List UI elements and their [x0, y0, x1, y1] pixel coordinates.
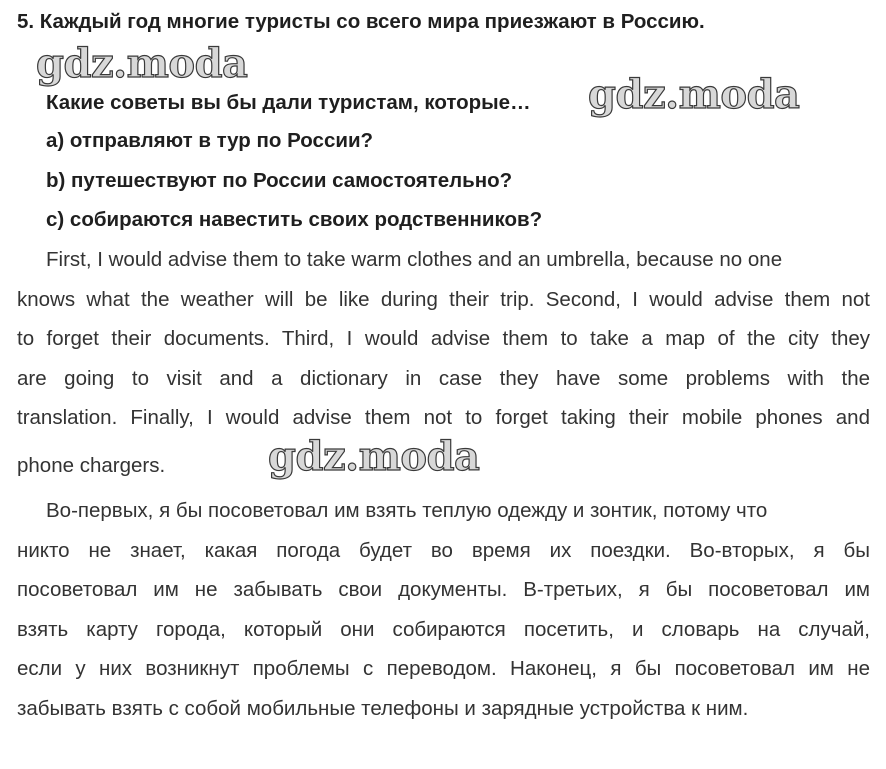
english-answer-line-4: are going to visit and a dictionary in case they have some problems with the — [17, 367, 870, 390]
watermark-logo: gdz.moda — [36, 40, 248, 87]
russian-answer-line-1: Во-первых, я бы посоветовал им взять теплую одежду и зонтик, потому что — [46, 499, 768, 522]
task-question: Какие советы вы бы дали туристам, которые… — [46, 91, 531, 114]
russian-answer-line-5: если у них возникнут проблемы с переводом. Наконец, я бы посоветовал им не — [17, 657, 870, 680]
task-option-c: c) собираются навестить своих родственников? — [46, 208, 543, 231]
russian-answer-line-4: взять карту города, который они собираются посетить, и словарь на случай, — [17, 618, 870, 641]
english-answer-line-1: First, I would advise them to take warm clothes and an umbrella, because no one — [46, 248, 783, 271]
task-option-b: b) путешествуют по России самостоятельно? — [46, 169, 513, 192]
english-answer-line-2: knows what the weather will be like during their trip. Second, I would advise them not — [17, 288, 870, 311]
watermark-logo: gdz.moda — [588, 71, 800, 118]
task-option-a: а) отправляют в тур по России? — [46, 129, 374, 152]
task-title: 5. Каждый год многие туристы со всего мира приезжают в Россию. — [17, 10, 705, 33]
english-answer-line-5: translation. Finally, I would advise them not to forget taking their mobile phones and — [17, 406, 870, 429]
russian-answer-line-6: забывать взять с собой мобильные телефоны и зарядные устройства к ним. — [17, 697, 749, 720]
watermark-logo: gdz.moda — [268, 433, 480, 480]
english-answer-line-6: phone chargers. — [17, 454, 166, 477]
english-answer-line-3: to forget their documents. Third, I would advise them to take a map of the city they — [17, 327, 870, 350]
russian-answer-line-2: никто не знает, какая погода будет во время их поездки. Во-вторых, я бы — [17, 539, 870, 562]
russian-answer-line-3: посоветовал им не забывать свои документы. В-третьих, я бы посоветовал им — [17, 578, 870, 601]
